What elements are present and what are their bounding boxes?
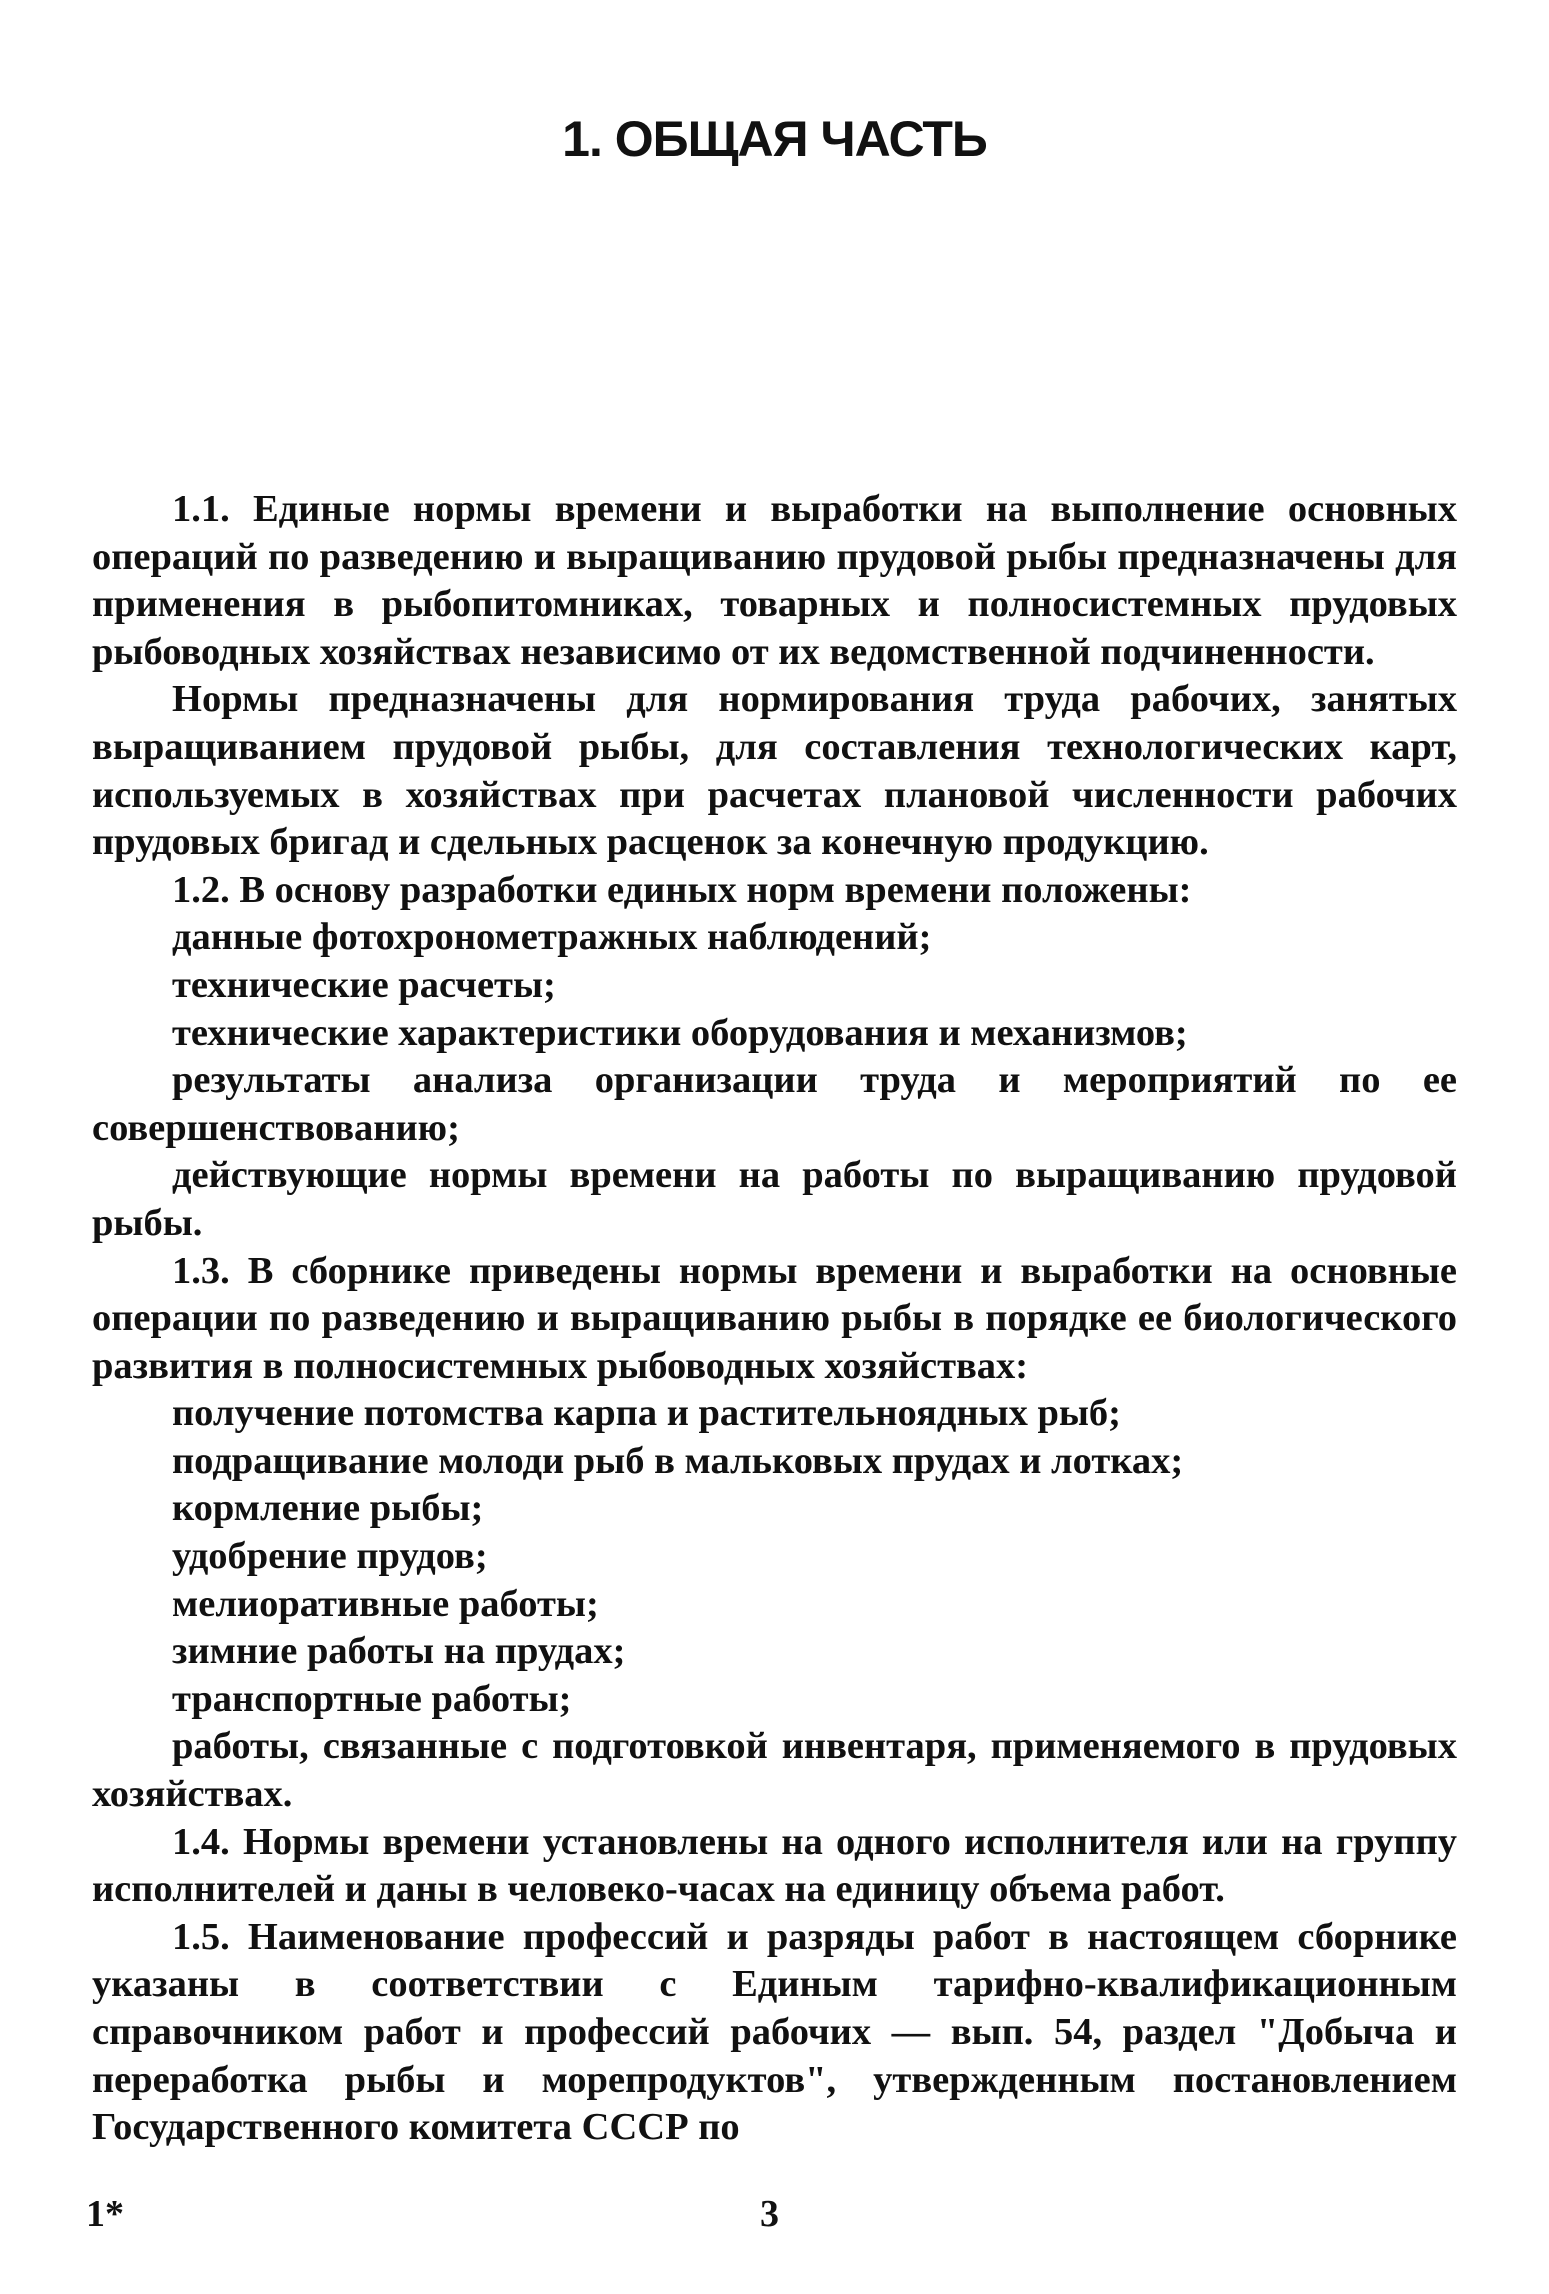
list-item: подращивание молоди рыб в мальковых прудах и лотках;	[172, 1439, 1184, 1482]
list-item: зимние работы на прудах;	[172, 1630, 626, 1673]
paragraph-1-5: 1.5. Наименование профессий и разряды работ в настоящем сборнике указаны в соответствии с Единым тарифно-квалификационным справочником работ и профессий рабочих — вып. 54, раздел "Добыча и переработка рыбы и морепродуктов", утвержденным постановлением Государственного комитета СССР по	[92, 1915, 1457, 2149]
list-item: технические расчеты;	[172, 963, 556, 1006]
page-number: 3	[760, 2193, 779, 2235]
body-text	[92, 486, 1457, 2152]
list-item: мелиоративные работы;	[172, 1582, 599, 1625]
list-item: работы, связанные с подготовкой инвентаря, применяемого в прудовых хозяйствах.	[92, 1725, 1457, 1816]
list-item: данные фотохронометражных наблюдений;	[172, 916, 932, 959]
list-item: действующие нормы времени на работы по выращиванию прудовой рыбы.	[92, 1154, 1457, 1244]
page-title: 1. ОБЩАЯ ЧАСТЬ	[562, 111, 987, 167]
list-item: результаты анализа организации труда и мероприятий по ее совершенствованию;	[92, 1059, 1457, 1149]
paragraph-1-4: 1.4. Нормы времени установлены на одного исполнителя или на группу исполнителей и даны в человеко-часах на единицу объема работ.	[92, 1820, 1457, 1911]
list-item: получение потомства карпа и растительноядных рыб;	[172, 1392, 1121, 1435]
paragraph-1-3: 1.3. В сборнике приведены нормы времени и выработки на основные операции по разведению и выращиванию рыбы в порядке ее биологического развития в полносистемных рыбоводных хозяйствах:	[92, 1249, 1457, 1387]
list-item: удобрение прудов;	[172, 1535, 488, 1578]
list-item: кормление рыбы;	[172, 1487, 484, 1530]
signature-mark: 1*	[86, 2193, 124, 2235]
paragraph-1-1: 1.1. Единые нормы времени и выработки на выполнение основных операций по разведению и выращиванию прудовой рыбы предназначены для применения в рыбопитомниках, товарных и полносистемных прудовых рыбоводных хозяйствах независимо от их ведомственной подчиненности.	[92, 488, 1457, 673]
paragraph-1-2: 1.2. В основу разработки единых норм времени положены:	[172, 868, 1192, 911]
list-item: технические характеристики оборудования и механизмов;	[172, 1011, 1188, 1054]
paragraph-norms-purpose: Нормы предназначены для нормирования труда рабочих, занятых выращиванием прудовой рыбы, для составления технологических карт, используемых в хозяйствах при расчетах плановой численности рабочих прудовых бригад и сдельных расценок за конечную продукцию.	[92, 678, 1457, 864]
list-item: транспортные работы;	[172, 1677, 572, 1720]
